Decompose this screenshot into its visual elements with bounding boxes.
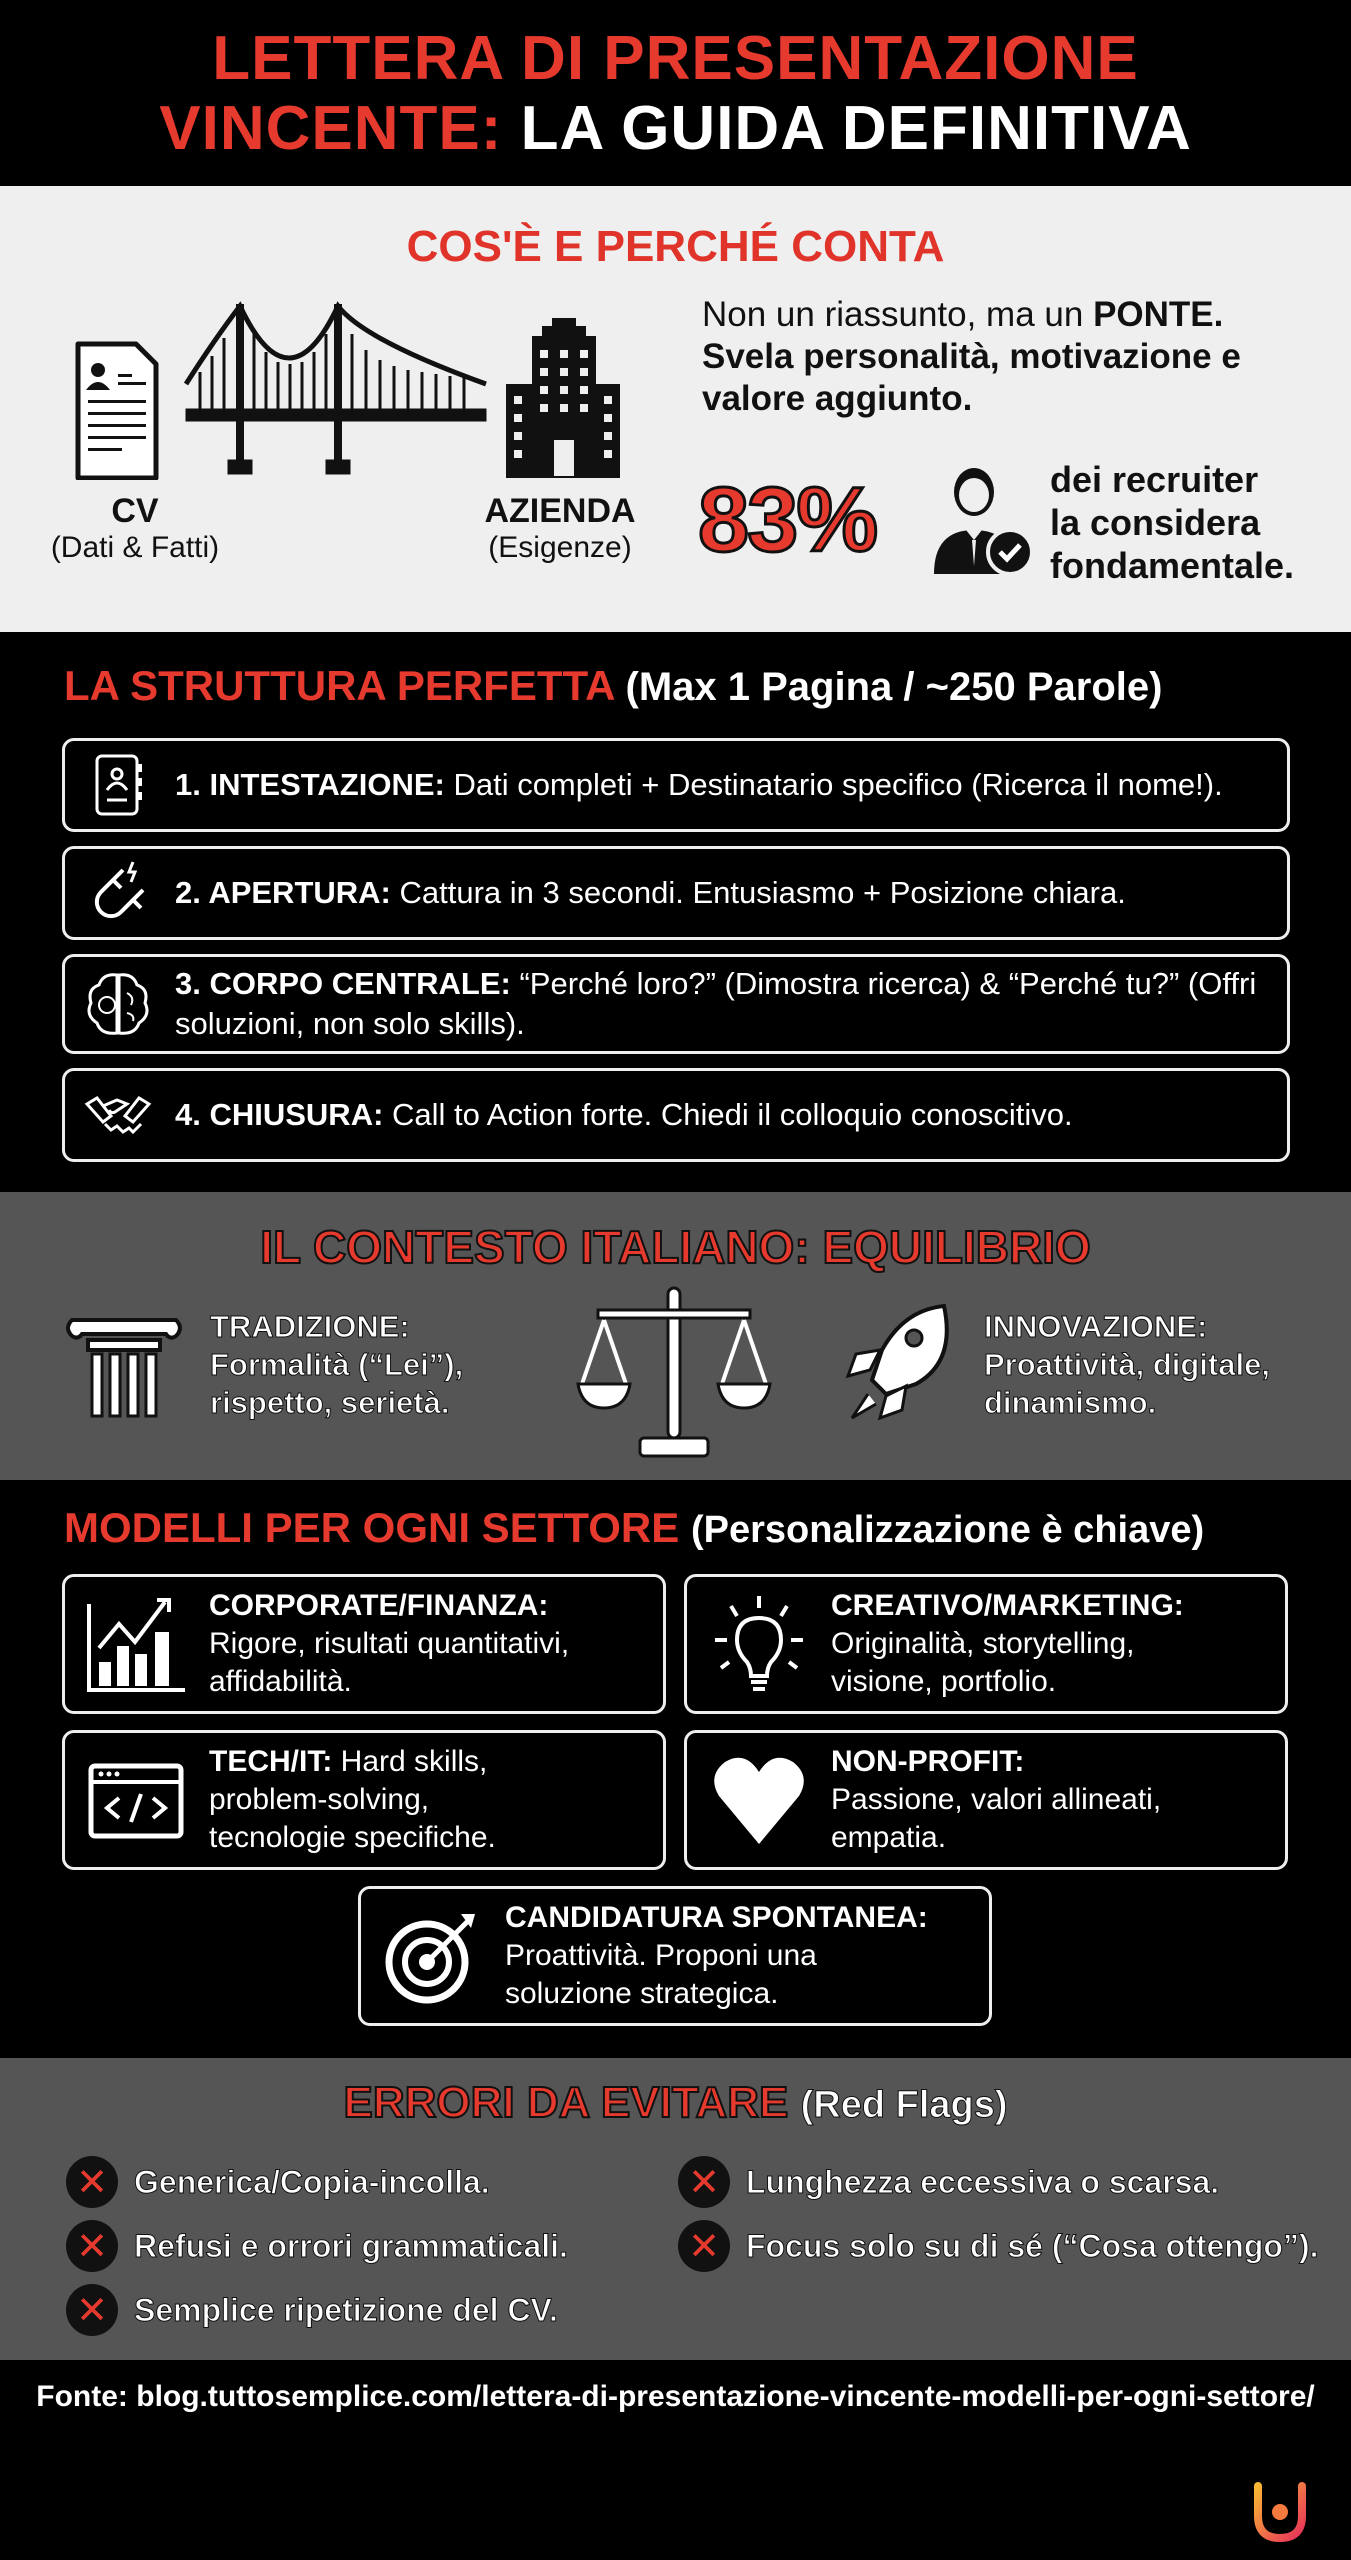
card-line-1: problem-solving,	[209, 1783, 430, 1817]
step-label: 1. INTESTAZIONE:	[175, 767, 445, 803]
error-item	[678, 2220, 1318, 2272]
code-window-icon	[85, 1748, 189, 1852]
error-text: Refusi e orrori grammaticali.	[134, 2227, 568, 2264]
title-line-2	[0, 94, 1351, 163]
company-label	[460, 492, 660, 566]
card-label: CORPORATE/FINANZA:	[209, 1589, 549, 1623]
innovation-line-1: Proattività, digitale,	[984, 1346, 1270, 1382]
step-apertura	[62, 846, 1290, 940]
title-line-1: LETTERA DI PRESENTAZIONE	[212, 24, 1139, 93]
step-label: 4. CHIUSURA:	[175, 1097, 384, 1133]
cv-label	[30, 492, 240, 566]
section-title: COS'È E PERCHÉ CONTA	[406, 222, 945, 271]
card-label: CREATIVO/MARKETING:	[831, 1589, 1184, 1623]
card-line-1: Originalità, storytelling,	[831, 1627, 1135, 1661]
stat-value: 83%	[698, 469, 877, 571]
sector-card-spontaneous	[358, 1886, 992, 2026]
desc-pre: Non un riassunto, ma un	[702, 295, 1094, 334]
section-italian-context	[0, 1192, 1351, 1480]
x-mark-icon: ✕	[678, 2156, 730, 2208]
card-line-2: visione, portfolio.	[831, 1664, 1057, 1698]
card-line-2: tecnologie specifiche.	[209, 1820, 496, 1854]
sector-card-nonprofit	[684, 1730, 1288, 1870]
tradition-label: TRADIZIONE:	[210, 1309, 410, 1344]
scales-icon	[574, 1284, 774, 1464]
company-label-sub: (Esigenze)	[488, 531, 632, 565]
stat-description	[1050, 458, 1294, 588]
innovation-label: INNOVAZIONE:	[984, 1309, 1208, 1344]
title-white-part: LA GUIDA DEFINITIVA	[520, 94, 1192, 163]
sector-card-creative	[684, 1574, 1288, 1714]
step-body: Call to Action forte. Chiedi il colloquio conoscitivo.	[392, 1097, 1073, 1133]
rocket-icon	[844, 1302, 954, 1422]
section-title	[64, 1504, 1204, 1552]
title-red-part: VINCENTE:	[159, 94, 503, 163]
sector-card-tech	[62, 1730, 666, 1870]
sector-card-corporate	[62, 1574, 666, 1714]
stat-line-2: la considera	[1050, 502, 1261, 544]
recruiter-check-icon	[924, 462, 1040, 582]
card-line-2: soluzione strategica.	[505, 1976, 779, 2010]
error-text: Generica/Copia-incolla.	[134, 2163, 490, 2200]
handshake-icon	[83, 1080, 153, 1150]
cv-document-icon	[78, 344, 156, 478]
cv-label-title: CV	[111, 492, 159, 530]
lightbulb-icon	[707, 1592, 811, 1696]
error-text: Focus solo su di sé (“Cosa ottengo”).	[746, 2227, 1319, 2264]
magnet-icon	[83, 858, 153, 928]
stat-line-1: dei recruiter	[1050, 459, 1259, 500]
step-body: Dati completi + Destinatario specifico (Ricerca il nome!).	[453, 767, 1223, 803]
section-title: IL CONTESTO ITALIANO: EQUILIBRIO	[260, 1221, 1091, 1273]
structure-subtitle: (Max 1 Pagina / ~250 Parole)	[625, 665, 1163, 709]
section-structure	[0, 632, 1351, 1192]
tradition-line-1: Formalità (“Lei”),	[210, 1346, 464, 1382]
step-body: Cattura in 3 secondi. Entusiasmo + Posizione chiara.	[399, 875, 1126, 911]
step-intestazione	[62, 738, 1290, 832]
x-mark-icon: ✕	[66, 2156, 118, 2208]
desc-rest: Svela personalità, motivazione e valore aggiunto.	[702, 337, 1241, 418]
errors-subtitle: (Red Flags)	[800, 2084, 1008, 2126]
company-label-title: AZIENDA	[484, 492, 636, 530]
tradition-text	[210, 1308, 463, 1421]
step-text	[175, 873, 1126, 913]
error-item	[66, 2156, 490, 2208]
card-label: TECH/IT:	[209, 1745, 333, 1779]
card-label-tail: Hard skills,	[332, 1745, 488, 1779]
section-what-it-is	[0, 186, 1351, 632]
section-title	[0, 2078, 1351, 2128]
tradition-line-2: rispetto, serietà.	[210, 1384, 450, 1420]
error-text: Lunghezza eccessiva o scarsa.	[746, 2163, 1220, 2200]
sectors-subtitle: (Personalizzazione è chiave)	[690, 1509, 1205, 1551]
step-text	[175, 964, 1287, 1043]
x-mark-icon: ✕	[678, 2220, 730, 2272]
column-icon	[64, 1304, 184, 1424]
card-line-1: Proattività. Proponi una	[505, 1939, 817, 1973]
error-item	[66, 2284, 558, 2336]
heart-icon	[707, 1748, 811, 1852]
step-label: 3. CORPO CENTRALE:	[175, 966, 511, 1002]
card-label: CANDIDATURA SPONTANEA:	[505, 1901, 928, 1935]
footer	[0, 2360, 1351, 2560]
card-text	[505, 1899, 928, 2012]
x-mark-icon: ✕	[66, 2220, 118, 2272]
error-text: Semplice ripetizione del CV.	[134, 2291, 558, 2328]
step-label: 2. APERTURA:	[175, 875, 391, 911]
card-text	[831, 1743, 1161, 1856]
card-line-1: Rigore, risultati quantitativi,	[209, 1627, 570, 1661]
innovation-text	[984, 1308, 1270, 1421]
header	[0, 0, 1351, 186]
card-text	[209, 1587, 569, 1700]
section-title	[64, 662, 1162, 710]
growth-chart-icon	[85, 1592, 189, 1696]
brand-logo-icon	[1250, 2480, 1310, 2542]
errors-title: ERRORI DA EVITARE	[343, 2078, 789, 2127]
step-text	[175, 765, 1223, 805]
error-item	[66, 2220, 568, 2272]
step-corpo-centrale	[62, 954, 1290, 1054]
x-mark-icon: ✕	[66, 2284, 118, 2336]
card-text	[831, 1587, 1184, 1700]
innovation-line-2: dinamismo.	[984, 1384, 1157, 1420]
error-item	[678, 2156, 1219, 2208]
step-body: “Perché loro?” (Dimostra ricerca) & “Perché tu?” (Offri soluzioni, non solo skills).	[175, 966, 1257, 1041]
card-line-1: Passione, valori allineati,	[831, 1783, 1162, 1817]
card-line-2: empatia.	[831, 1820, 947, 1854]
card-label: NON-PROFIT:	[831, 1745, 1025, 1779]
card-line-2: affidabilità.	[209, 1664, 352, 1698]
sectors-title: MODELLI PER OGNI SETTORE	[64, 1504, 680, 1551]
description	[702, 294, 1322, 420]
source-link[interactable]: Fonte: blog.tuttosemplice.com/lettera-di-presentazione-vincente-modelli-per-ogni-settore/	[36, 2380, 1315, 2413]
target-icon	[381, 1904, 485, 2008]
section-sectors	[0, 1480, 1351, 2058]
brain-icon	[83, 969, 153, 1039]
cv-label-sub: (Dati & Fatti)	[50, 531, 220, 565]
cv-bridge-company-illustration	[70, 300, 650, 480]
step-text	[175, 1095, 1073, 1135]
structure-title: LA STRUTTURA PERFETTA	[64, 662, 614, 709]
step-chiusura	[62, 1068, 1290, 1162]
stat-line-3: fondamentale.	[1050, 545, 1295, 587]
card-text	[209, 1743, 496, 1856]
bridge-icon	[186, 304, 486, 474]
section-errors	[0, 2058, 1351, 2360]
desc-bold: PONTE.	[1093, 295, 1224, 334]
office-building-icon	[506, 318, 620, 478]
address-book-icon	[83, 750, 153, 820]
